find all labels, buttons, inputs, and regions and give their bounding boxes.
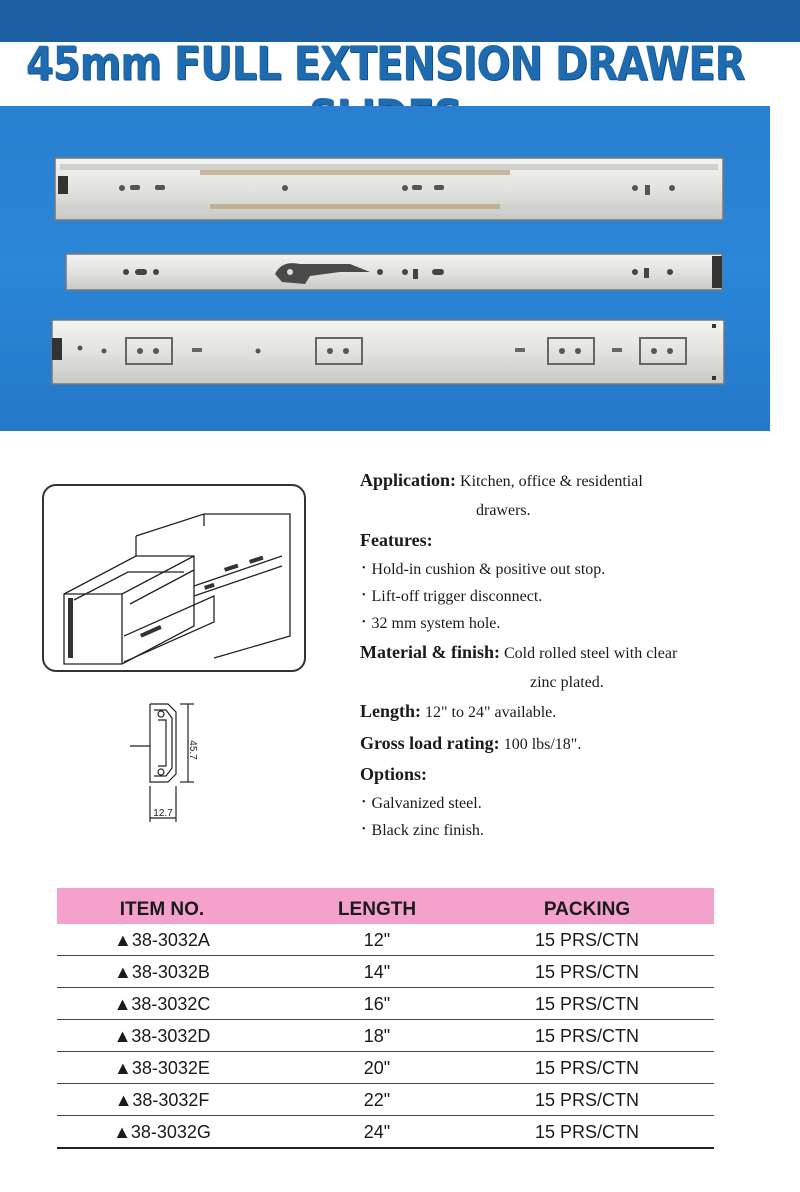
table-row: ▲38-3032G 24" 15 PRS/CTN <box>57 1116 714 1149</box>
col-item-no: ITEM NO. <box>119 899 205 920</box>
table-header <box>57 888 714 924</box>
load-label: Gross load rating: <box>360 733 500 753</box>
table-row: ▲38-3032F 22" 15 PRS/CTN <box>57 1084 714 1116</box>
profile-width-dim: 12.7 <box>153 808 173 819</box>
col-packing: PACKING <box>543 899 631 920</box>
profile-cross-section <box>128 690 198 825</box>
material-value: Cold rolled steel with clear <box>503 645 678 662</box>
table-row: ▲38-3032E 20" 15 PRS/CTN <box>57 1052 714 1084</box>
right-margin <box>770 42 800 1192</box>
feature-item: • Lift-off trigger disconnect. <box>362 588 542 606</box>
features-heading: Features: <box>360 530 433 550</box>
material-row <box>360 642 677 663</box>
table-row: ▲38-3032D 18" 15 PRS/CTN <box>57 1020 714 1052</box>
page-title: 45mm FULL EXTENSION DRAWER <box>25 38 745 91</box>
table-row: ▲38-3032B 14" 15 PRS/CTN <box>57 956 714 988</box>
load-value: 100 lbs/18". <box>503 736 582 753</box>
table-row: ▲38-3032C 16" 15 PRS/CTN <box>57 988 714 1020</box>
length-row <box>360 701 556 722</box>
option-item: • Black zinc finish. <box>362 822 484 840</box>
options-heading: Options: <box>360 764 428 784</box>
table-row: ▲38-3032A 12" 15 PRS/CTN <box>57 924 714 956</box>
application-label: Application: <box>360 470 457 490</box>
material-value-cont: zinc plated. <box>530 674 604 691</box>
application-row <box>360 470 643 491</box>
slide-outer-member <box>52 320 724 384</box>
feature-item: • Hold-in cushion & positive out stop. <box>362 561 605 579</box>
application-value: Kitchen, office & residential <box>460 473 643 490</box>
material-label: Material & finish: <box>360 642 500 662</box>
load-row <box>360 733 581 754</box>
length-value: 12" to 24" available. <box>425 704 557 721</box>
application-value-cont: drawers. <box>476 502 531 519</box>
drawer-illustration <box>42 484 306 672</box>
product-photo <box>0 106 770 431</box>
slide-assembled <box>55 158 723 220</box>
col-length: LENGTH <box>337 899 417 920</box>
profile-height-dim: 45.7 <box>187 740 198 760</box>
feature-item: • 32 mm system hole. <box>362 615 500 633</box>
item-table <box>57 888 714 1149</box>
length-label: Length: <box>360 701 422 721</box>
slide-inner-member <box>66 254 722 290</box>
top-color-bar <box>0 0 800 42</box>
option-item: • Galvanized steel. <box>362 795 482 813</box>
